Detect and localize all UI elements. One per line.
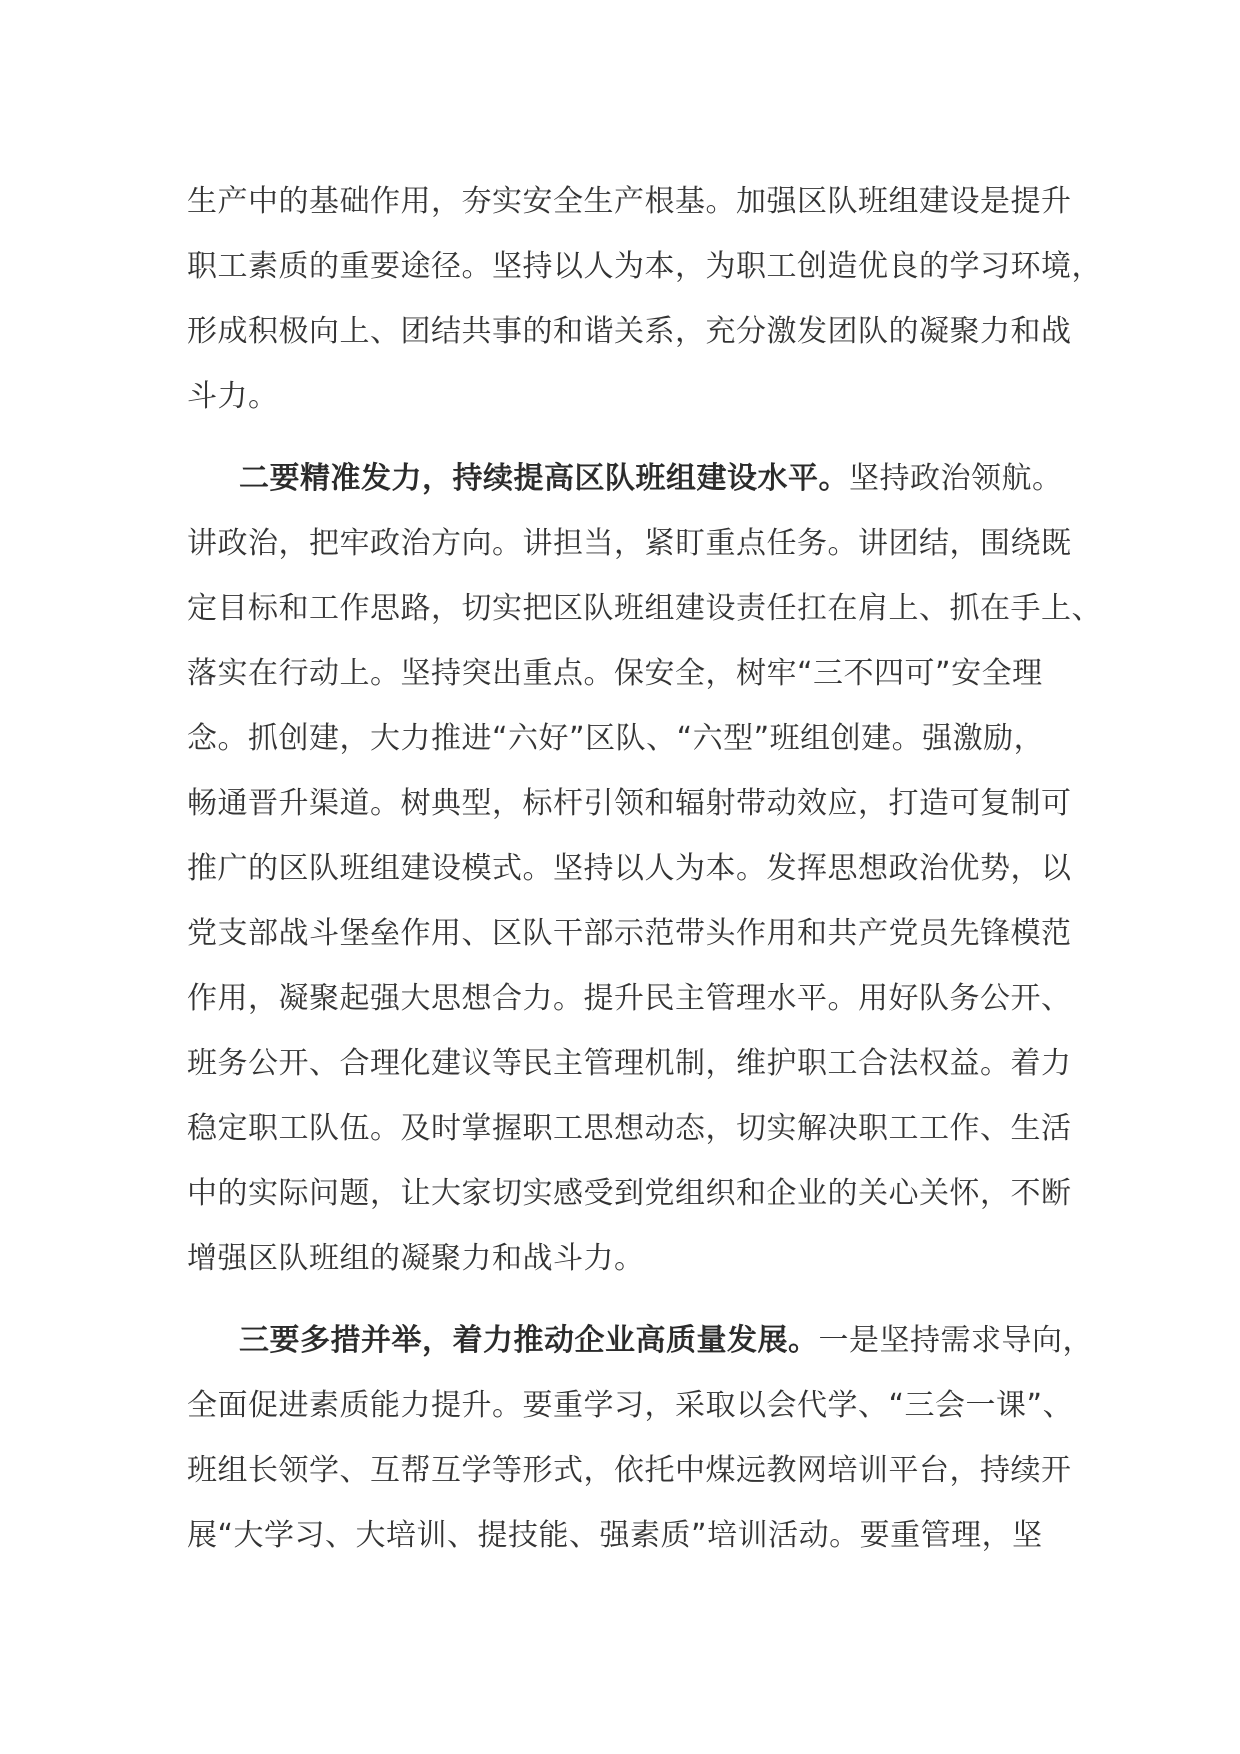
- paragraph-first-line: [187, 446, 1067, 511]
- paragraph-spacer: [187, 1291, 1067, 1308]
- paragraph-line: 定目标和工作思路，切实把区队班组建设责任扛在肩上、抓在手上、: [187, 591, 1102, 626]
- paragraph-line: 落实在行动上。坚持突出重点。保安全，树牢“三不四可”安全理: [187, 656, 1043, 691]
- paragraph-line: 生产中的基础作用，夯实安全生产根基。加强区队班组建设是提升: [187, 184, 1072, 219]
- paragraph-line: 形成积极向上、团结共事的和谐关系，充分激发团队的凝聚力和战: [187, 314, 1072, 349]
- section-heading: 三要多措并举，着力推动企业高质量发展。: [239, 1323, 819, 1358]
- paragraph-1: [187, 169, 1102, 429]
- paragraph-line: 念。抓创建，大力推进“六好”区队、“六型”班组创建。强激励，: [187, 721, 1045, 756]
- paragraph-text: 坚持政治领航。: [849, 461, 1063, 496]
- paragraph-line: 稳定职工队伍。及时掌握职工思想动态，切实解决职工工作、生活: [187, 1111, 1072, 1146]
- paragraph-line: 全面促进素质能力提升。要重学习，采取以会代学、“三会一课”、: [187, 1388, 1074, 1423]
- document-body: [187, 169, 1102, 1568]
- paragraph-line: 推广的区队班组建设模式。坚持以人为本。发挥思想政治优势，以: [187, 851, 1072, 886]
- section-heading: 二要精准发力，持续提高区队班组建设水平。: [239, 461, 849, 496]
- paragraph-text: 一是坚持需求导向，: [818, 1323, 1093, 1358]
- paragraph-3: [187, 1308, 1093, 1568]
- paragraph-line: 党支部战斗堡垒作用、区队干部示范带头作用和共产党员先锋模范: [187, 916, 1072, 951]
- paragraph-line: 斗力。: [187, 379, 279, 414]
- paragraph-line: 讲政治，把牢政治方向。讲担当，紧盯重点任务。讲团结，围绕既: [187, 526, 1072, 561]
- paragraph-line: 班务公开、合理化建议等民主管理机制，维护职工合法权益。着力: [187, 1046, 1072, 1081]
- paragraph-line: 中的实际问题，让大家切实感受到党组织和企业的关心关怀，不断: [187, 1176, 1072, 1211]
- paragraph-line: 展“大学习、大培训、提技能、强素质”培训活动。要重管理，坚: [187, 1518, 1043, 1553]
- paragraph-line: 增强区队班组的凝聚力和战斗力。: [187, 1241, 645, 1276]
- paragraph-first-line: [187, 1308, 1093, 1373]
- paragraph-2: [187, 446, 1102, 1291]
- paragraph-spacer: [187, 429, 1067, 446]
- paragraph-line: 作用，凝聚起强大思想合力。提升民主管理水平。用好队务公开、: [187, 981, 1072, 1016]
- paragraph-line: 班组长领学、互帮互学等形式，依托中煤远教网培训平台，持续开: [187, 1453, 1072, 1488]
- paragraph-line: 畅通晋升渠道。树典型，标杆引领和辐射带动效应，打造可复制可: [187, 786, 1072, 821]
- paragraph-line: 职工素质的重要途径。坚持以人为本，为职工创造优良的学习环境，: [187, 249, 1102, 284]
